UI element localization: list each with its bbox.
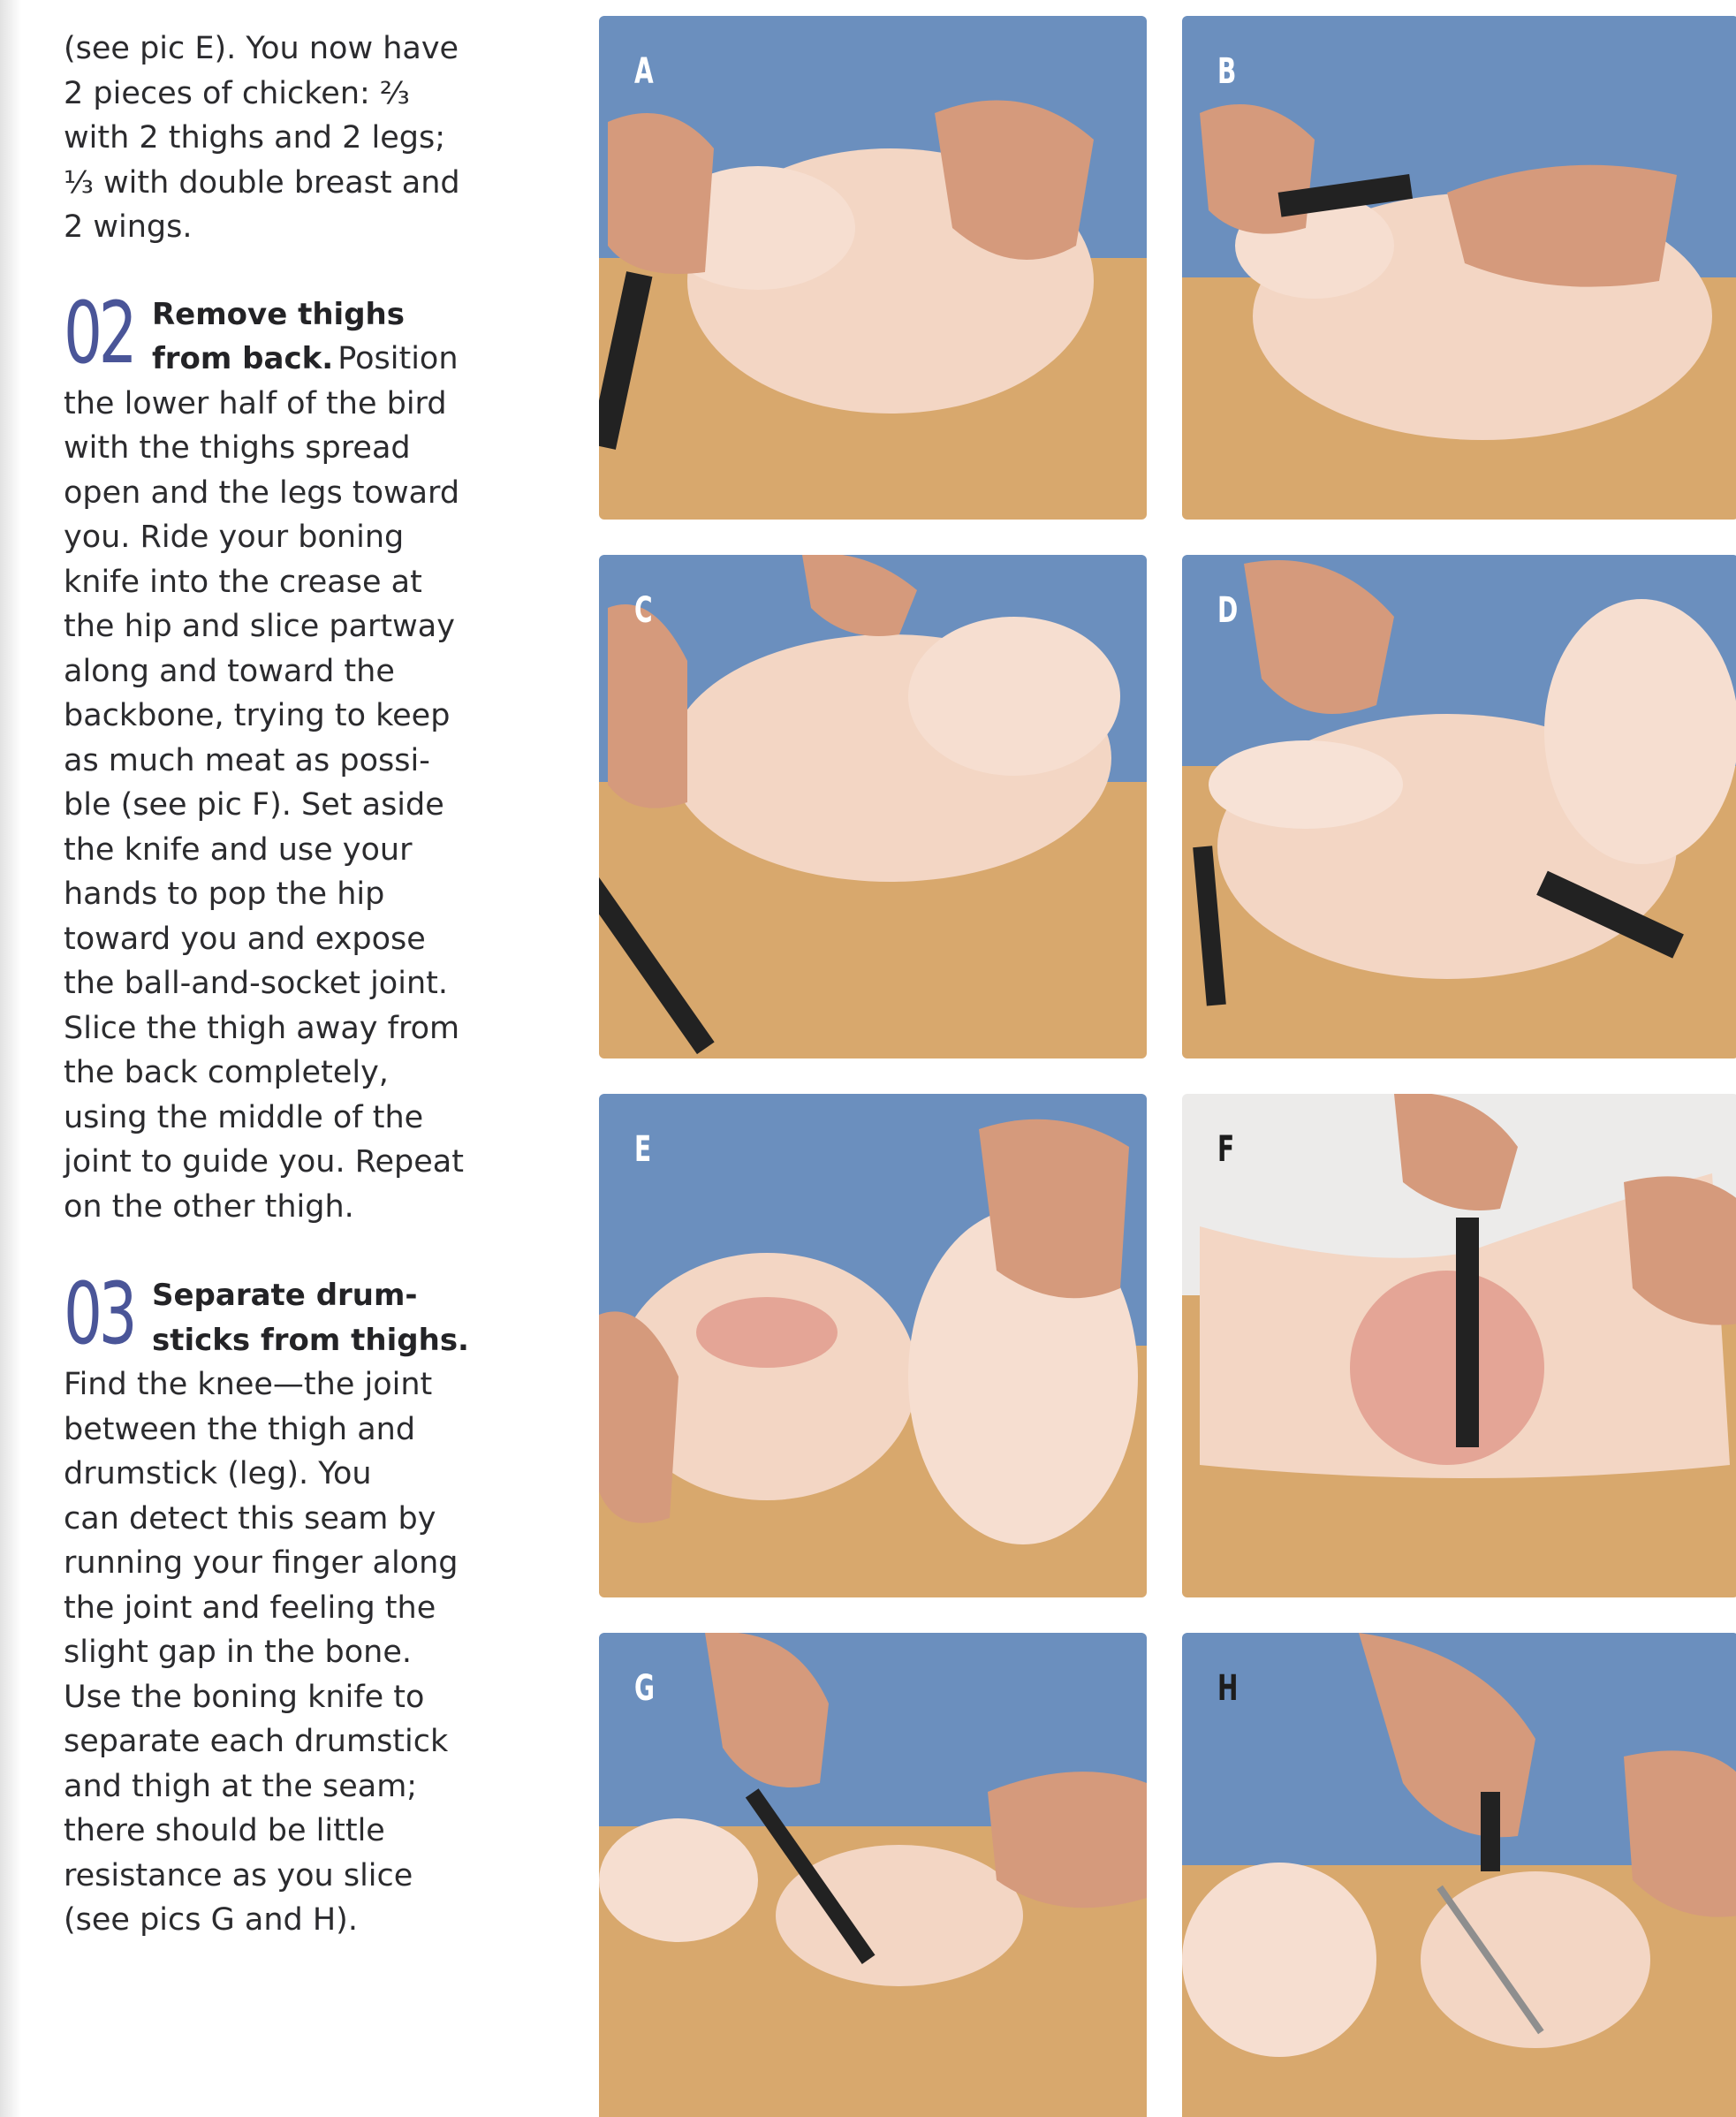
photo-label: H [1217,1668,1239,1709]
step-number: 02 [64,283,134,383]
step-heading-line1: Separate drum- [152,1278,418,1313]
step-heading-line1: Remove thighs [152,296,405,332]
photo-b-illustration [1182,16,1736,520]
photo-b [1182,16,1736,520]
photo-d-illustration [1182,555,1736,1058]
step-remove-thighs [64,283,470,1230]
photo-label: C [634,590,653,631]
photo-e-illustration [599,1094,1147,1597]
photo-a [599,16,1147,520]
photo-f [1182,1094,1736,1597]
photo-a-illustration [599,16,1147,520]
step-body-first: Position [337,341,459,376]
photo-label: G [634,1668,655,1709]
step-body: Find the knee—the joint between the thigh and drumstick (leg). You can detect this seam by running your finger along the joint and feeling the slight gap in the bone. Use the boning knife to separate each drumstick and thigh at the seam; there should be little resistance as you slice (see pics G and H). [64,1367,459,1938]
photo-h-illustration [1182,1633,1736,2117]
step-number: 03 [64,1264,134,1363]
photo-c-illustration [599,555,1147,1058]
photo-label: F [1217,1129,1235,1170]
photo-f-illustration [1182,1094,1736,1597]
photo-e [599,1094,1147,1597]
photo-d [1182,555,1736,1058]
step-heading-line2: sticks from thighs. [152,1322,469,1358]
intro-paragraph: (see pic E). You now have 2 pieces of chicken: ⅔ with 2 thighs and 2 legs; ⅓ with double breast and 2 wings. [64,31,460,245]
photo-g [599,1633,1147,2117]
photo-c [599,555,1147,1058]
step-body: the lower half of the bird with the thighs spread open and the legs toward you. Ride your boning knife into the crease at the hip and slice partway along and toward the backbone, trying to keep as much meat as possi- ble (see pic F). Set aside the knife and use your hands to pop the hip toward you and expose the ball-and-socket joint. Slice the thigh away from the back completely, using the middle of the joint to guide you. Repeat on the other thigh. [64,385,464,1225]
photo-g-illustration [599,1633,1147,2117]
photo-label: B [1217,51,1237,92]
photo-label: E [634,1129,652,1170]
photo-label: A [634,51,654,92]
step-separate-drumsticks [64,1264,470,1943]
page-gutter-shadow [0,0,21,2117]
photo-label: D [1217,590,1239,631]
step-heading-line2: from back. [152,341,334,376]
instructions-column [64,27,470,1943]
photo-h [1182,1633,1736,2117]
